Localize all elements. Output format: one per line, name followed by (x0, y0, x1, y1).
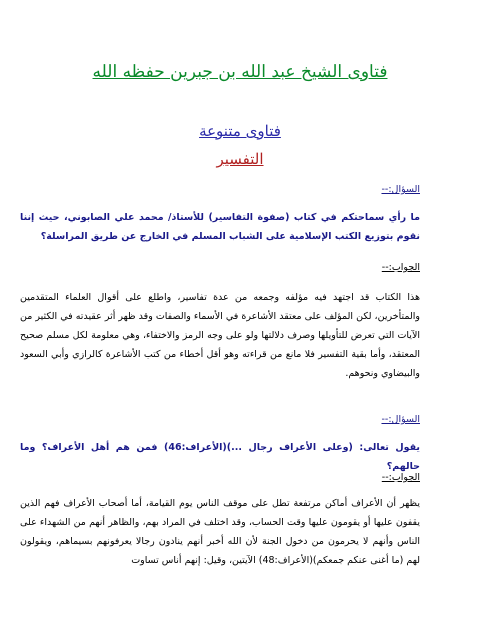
document-subtitle: فتاوى متنوعة (199, 122, 281, 140)
question-text: ما رأي سماحتكم في كتاب (صفوة التفاسير) للأستاذ/ محمد علي الصابوني، حيث إننا نقوم بتوزيع الكتب الإسلامية على الشباب المسلم في الخارج عن طريق المراسلة؟ (20, 212, 420, 242)
section-heading: التفسير (216, 150, 264, 168)
document-title: فتاوى الشيخ عبد الله بن جبرين حفظه الله (92, 62, 388, 82)
answer-text: يظهر أن الأعراف أماكن مرتفعة تطل على موقف الناس يوم القيامة، أما أصحاب الأعراف فهم الذين يقفون عليها أو يقومون عليها وقت الحساب، وقد اختلف في المراد بهم، والظاهر أنهم من الشهداء على الناس وأنهم لا يحرمون من دخول الجنة لأن الله أخبر أنهم ينادون رجالا يعرفونهم بسيماهم، ويقولون لهم (ما أغنى عنكم جمعكم)(الأعراف:48) الآيتين، وقيل: إنهم أناس تساوت (20, 498, 420, 566)
answer-text: هذا الكتاب قد اجتهد فيه مؤلفه وجمعه من عدة تفاسير، واطلع على أقوال العلماء المتقدمين والمتأخرين، لكن المؤلف على معتقد الأشاعرة في الأسماء والصفات وقد ظهر أثر عقيدته في الكثير من الآيات التي تعرض للتأويلها وصرف دلالتها ولو على وجه الرمز والاختفاء، وهي معلومة لكل مسلم صحيح المعتقد، وأما بقية التفسير فلا مانع من قراءته وهو أقل أخطاء من كتب الأشاعرة كالرازي وأبي السعود والبيضاوي ونحوهم. (20, 292, 420, 379)
question-text: يقول تعالى: (وعلى الأعراف رجال ...)(الأعراف:46) فمن هم أهل الأعراف؟ وما حالهم؟ (20, 442, 420, 472)
answer-label: الجواب:-- (381, 472, 420, 483)
question-label: السؤال:-- (381, 184, 420, 195)
question-label: السؤال:-- (381, 414, 420, 425)
answer-label: الجواب:-- (381, 262, 420, 273)
